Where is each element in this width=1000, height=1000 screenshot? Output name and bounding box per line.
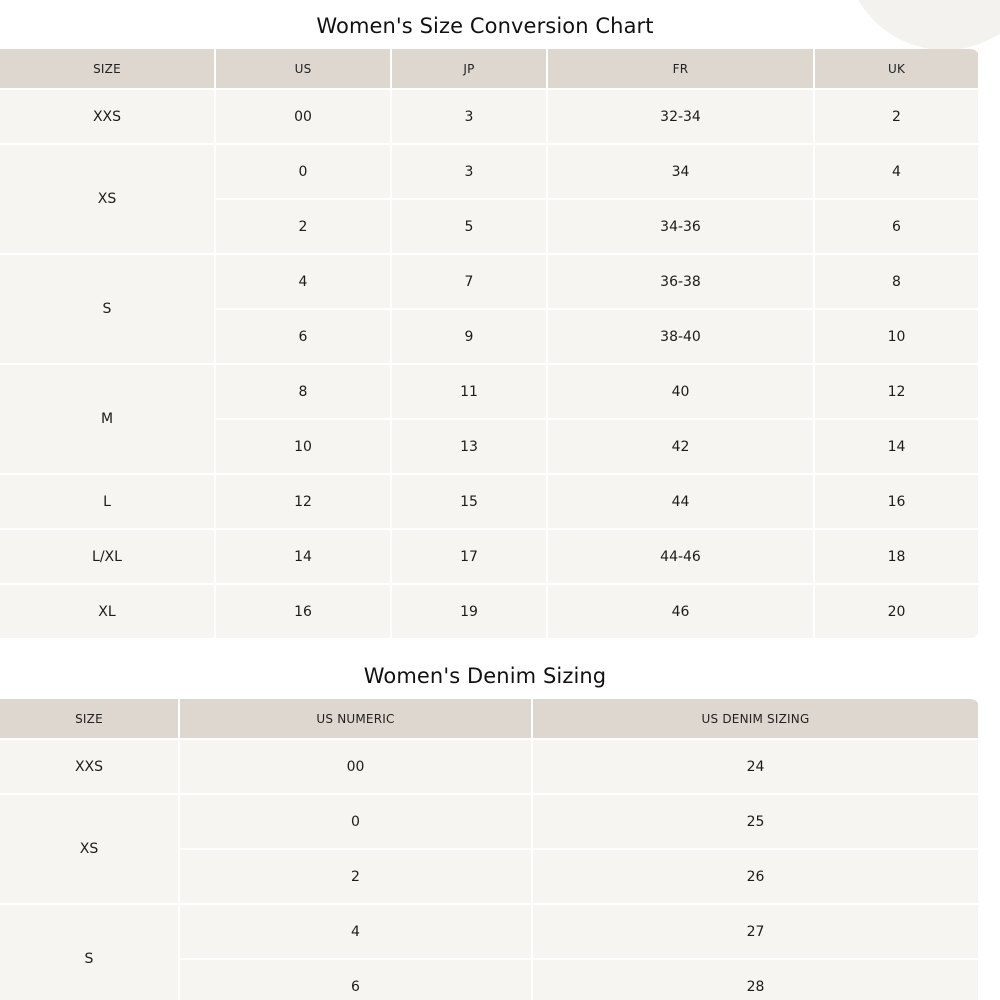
conversion-value-cell: 7 (392, 255, 546, 308)
conversion-value-cell: 4 (815, 145, 978, 198)
conversion-value-cell: 16 (815, 475, 978, 528)
conversion-value-cell: 19 (392, 585, 546, 638)
conversion-size-cell: XL (0, 585, 214, 638)
conversion-value-cell: 9 (392, 310, 546, 363)
denim-value-cell: 2 (180, 850, 531, 903)
conversion-value-cell: 13 (392, 420, 546, 473)
denim-value-cell: 28 (533, 960, 978, 1000)
denim-value-cell: 4 (180, 905, 531, 958)
conversion-value-cell: 16 (216, 585, 390, 638)
conversion-value-cell: 10 (216, 420, 390, 473)
conversion-header-cell: JP (392, 49, 546, 88)
conversion-size-cell: L/XL (0, 530, 214, 583)
conversion-value-cell: 20 (815, 585, 978, 638)
conversion-value-cell: 36-38 (548, 255, 813, 308)
conversion-value-cell: 3 (392, 90, 546, 143)
denim-sizing-title: Women's Denim Sizing (363, 664, 607, 688)
conversion-value-cell: 42 (548, 420, 813, 473)
conversion-value-cell: 12 (216, 475, 390, 528)
conversion-header-cell: US (216, 49, 390, 88)
conversion-size-cell: XS (0, 145, 214, 253)
conversion-value-cell: 8 (815, 255, 978, 308)
denim-size-cell: XXS (0, 740, 178, 793)
conversion-value-cell: 17 (392, 530, 546, 583)
conversion-size-cell: M (0, 365, 214, 473)
conversion-value-cell: 2 (216, 200, 390, 253)
conversion-value-cell: 4 (216, 255, 390, 308)
conversion-value-cell: 46 (548, 585, 813, 638)
denim-value-cell: 6 (180, 960, 531, 1000)
denim-size-cell: XS (0, 795, 178, 903)
conversion-header-cell: FR (548, 49, 813, 88)
conversion-value-cell: 38-40 (548, 310, 813, 363)
conversion-chart-title: Women's Size Conversion Chart (316, 14, 654, 38)
conversion-value-cell: 6 (815, 200, 978, 253)
conversion-value-cell: 32-34 (548, 90, 813, 143)
denim-value-cell: 25 (533, 795, 978, 848)
conversion-value-cell: 6 (216, 310, 390, 363)
conversion-value-cell: 18 (815, 530, 978, 583)
conversion-value-cell: 15 (392, 475, 546, 528)
denim-value-cell: 24 (533, 740, 978, 793)
conversion-value-cell: 5 (392, 200, 546, 253)
denim-table (0, 699, 980, 1000)
denim-header-cell: US NUMERIC (180, 699, 531, 738)
denim-size-cell: S (0, 905, 178, 1000)
denim-value-cell: 0 (180, 795, 531, 848)
denim-value-cell: 26 (533, 850, 978, 903)
conversion-size-cell: XXS (0, 90, 214, 143)
conversion-value-cell: 2 (815, 90, 978, 143)
conversion-value-cell: 40 (548, 365, 813, 418)
conversion-value-cell: 44-46 (548, 530, 813, 583)
conversion-value-cell: 14 (815, 420, 978, 473)
conversion-value-cell: 00 (216, 90, 390, 143)
conversion-size-cell: L (0, 475, 214, 528)
denim-header-cell: SIZE (0, 699, 178, 738)
conversion-header-cell: UK (815, 49, 978, 88)
conversion-value-cell: 8 (216, 365, 390, 418)
denim-value-cell: 00 (180, 740, 531, 793)
conversion-header-cell: SIZE (0, 49, 214, 88)
conversion-value-cell: 34-36 (548, 200, 813, 253)
conversion-value-cell: 0 (216, 145, 390, 198)
conversion-value-cell: 11 (392, 365, 546, 418)
conversion-value-cell: 3 (392, 145, 546, 198)
denim-header-cell: US DENIM SIZING (533, 699, 978, 738)
conversion-value-cell: 34 (548, 145, 813, 198)
conversion-value-cell: 44 (548, 475, 813, 528)
denim-value-cell: 27 (533, 905, 978, 958)
conversion-value-cell: 14 (216, 530, 390, 583)
conversion-value-cell: 12 (815, 365, 978, 418)
conversion-table (0, 49, 980, 638)
conversion-size-cell: S (0, 255, 214, 363)
conversion-value-cell: 10 (815, 310, 978, 363)
